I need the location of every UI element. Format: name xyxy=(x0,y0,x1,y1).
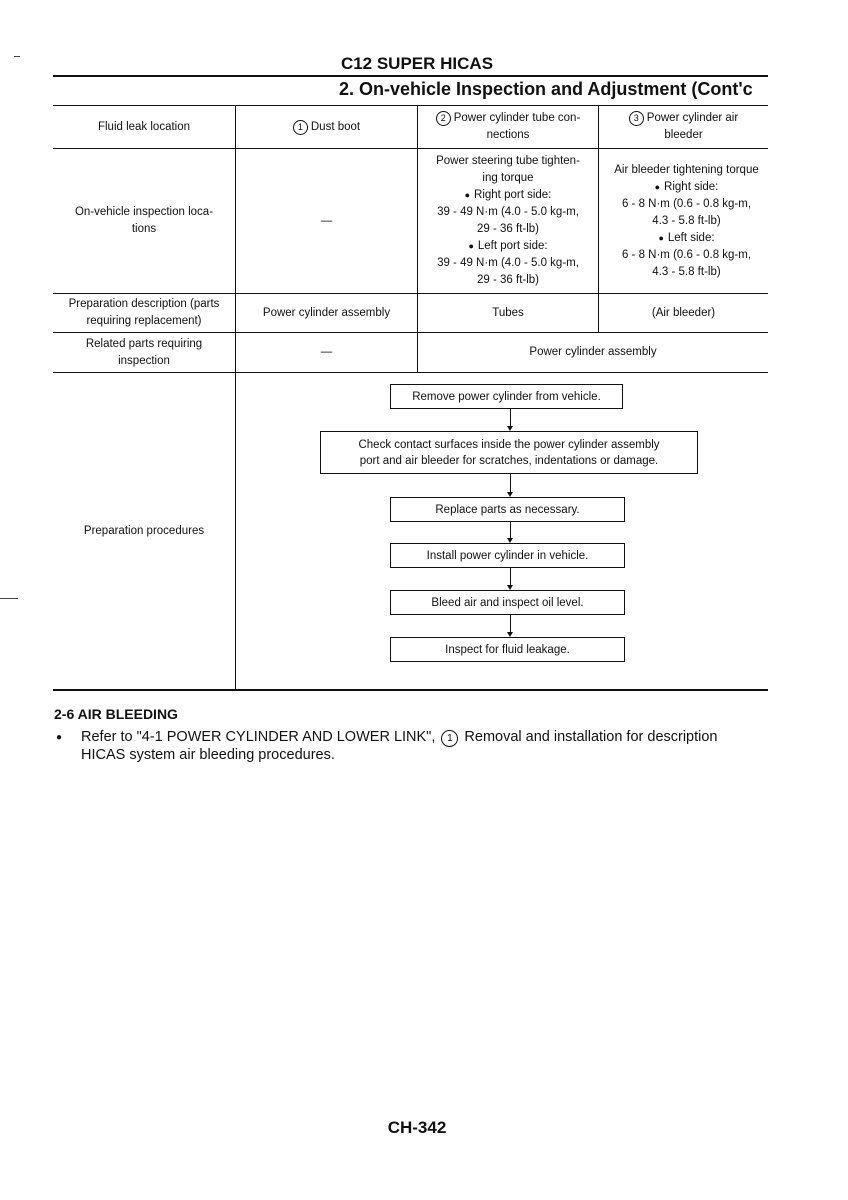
flow-step-replace: Replace parts as necessary. xyxy=(390,497,625,522)
flow-arrow xyxy=(510,522,511,539)
prep-air-bleeder: (Air bleeder) xyxy=(651,306,716,319)
related-power-cylinder: Power cylinder assembly xyxy=(529,346,657,358)
tube-torque-spec: Power steering tube tighten- ing torque ● Right port side: 39 - 49 N·m (4.0 - 5.0 kg-m, 29 - 36 ft-lb) ● Left port side: 39 - 49 N·m (4.0 - 5.0 kg-m, 29 - 36 ft-lb) xyxy=(436,155,580,286)
header-air-bleeder: 3 Power cylinder air bleeder xyxy=(599,106,768,148)
row-label-inspection-locations: On-vehicle inspection loca- tions xyxy=(74,206,214,235)
page-number: CH-342 xyxy=(387,1118,447,1137)
bullet-icon: ● xyxy=(658,232,664,243)
table-bottom-rule xyxy=(53,689,768,691)
circled-number-icon: 1 xyxy=(293,120,308,135)
flow-step-inspect: Inspect for fluid leakage. xyxy=(390,637,625,662)
header-dust-boot: 1 Dust boot xyxy=(236,106,417,148)
flow-arrow xyxy=(510,474,511,493)
dust-boot-locations: — xyxy=(320,214,333,227)
air-bleeding-text: Refer to "4-1 POWER CYLINDER AND LOWER LINK", 1 Removal and installation for description HICAS system air bleeding procedures. xyxy=(81,729,718,763)
circled-number-icon: 2 xyxy=(436,111,451,126)
document-title: C12 SUPER HICAS xyxy=(340,54,494,73)
prep-dust-boot: Power cylinder assembly xyxy=(262,306,391,319)
section-title: 2. On-vehicle Inspection and Adjustment (Cont'c xyxy=(339,79,753,99)
prep-tubes: Tubes xyxy=(492,306,524,319)
bullet-icon: ● xyxy=(464,190,471,200)
row-label-preparation-description: Preparation description (parts requiring replacement) xyxy=(68,298,220,327)
air-bleeder-torque-spec: Air bleeder tightening torque ● Right side: 6 - 8 N·m (0.6 - 0.8 kg-m, 4.3 - 5.8 ft-lb) ● Left side: 6 - 8 N·m (0.6 - 0.8 kg-m, 4.3 - 5.8 ft-lb) xyxy=(614,163,759,278)
related-dust-boot: — xyxy=(320,346,333,358)
flow-step-install: Install power cylinder in vehicle. xyxy=(390,543,625,568)
circled-number-icon: 3 xyxy=(629,111,644,126)
row-label-related-parts: Related parts requiring inspection xyxy=(85,337,203,367)
flow-step-bleed: Bleed air and inspect oil level. xyxy=(390,590,625,615)
flow-step-check: Check contact surfaces inside the power cylinder assembly port and air bleeder for scratches, indentations or damage. xyxy=(320,431,698,474)
flow-arrow xyxy=(510,409,511,427)
circled-number-icon: 1 xyxy=(441,730,458,747)
margin-mark-side xyxy=(0,598,18,599)
header-tube-connections: 2 Power cylinder tube con- nections xyxy=(418,106,598,148)
title-rule xyxy=(53,75,768,77)
row-label-fluid-leak: Fluid leak location xyxy=(97,120,191,133)
row-label-preparation-procedures: Preparation procedures xyxy=(83,524,205,537)
flow-step-remove: Remove power cylinder from vehicle. xyxy=(390,384,623,409)
bullet-icon: ● xyxy=(56,732,63,743)
bullet-icon: ● xyxy=(468,241,474,251)
flow-arrow xyxy=(510,568,511,586)
air-bleeding-heading: 2-6 AIR BLEEDING xyxy=(54,706,178,722)
flow-arrow xyxy=(510,615,511,633)
bullet-icon: ● xyxy=(654,181,661,192)
